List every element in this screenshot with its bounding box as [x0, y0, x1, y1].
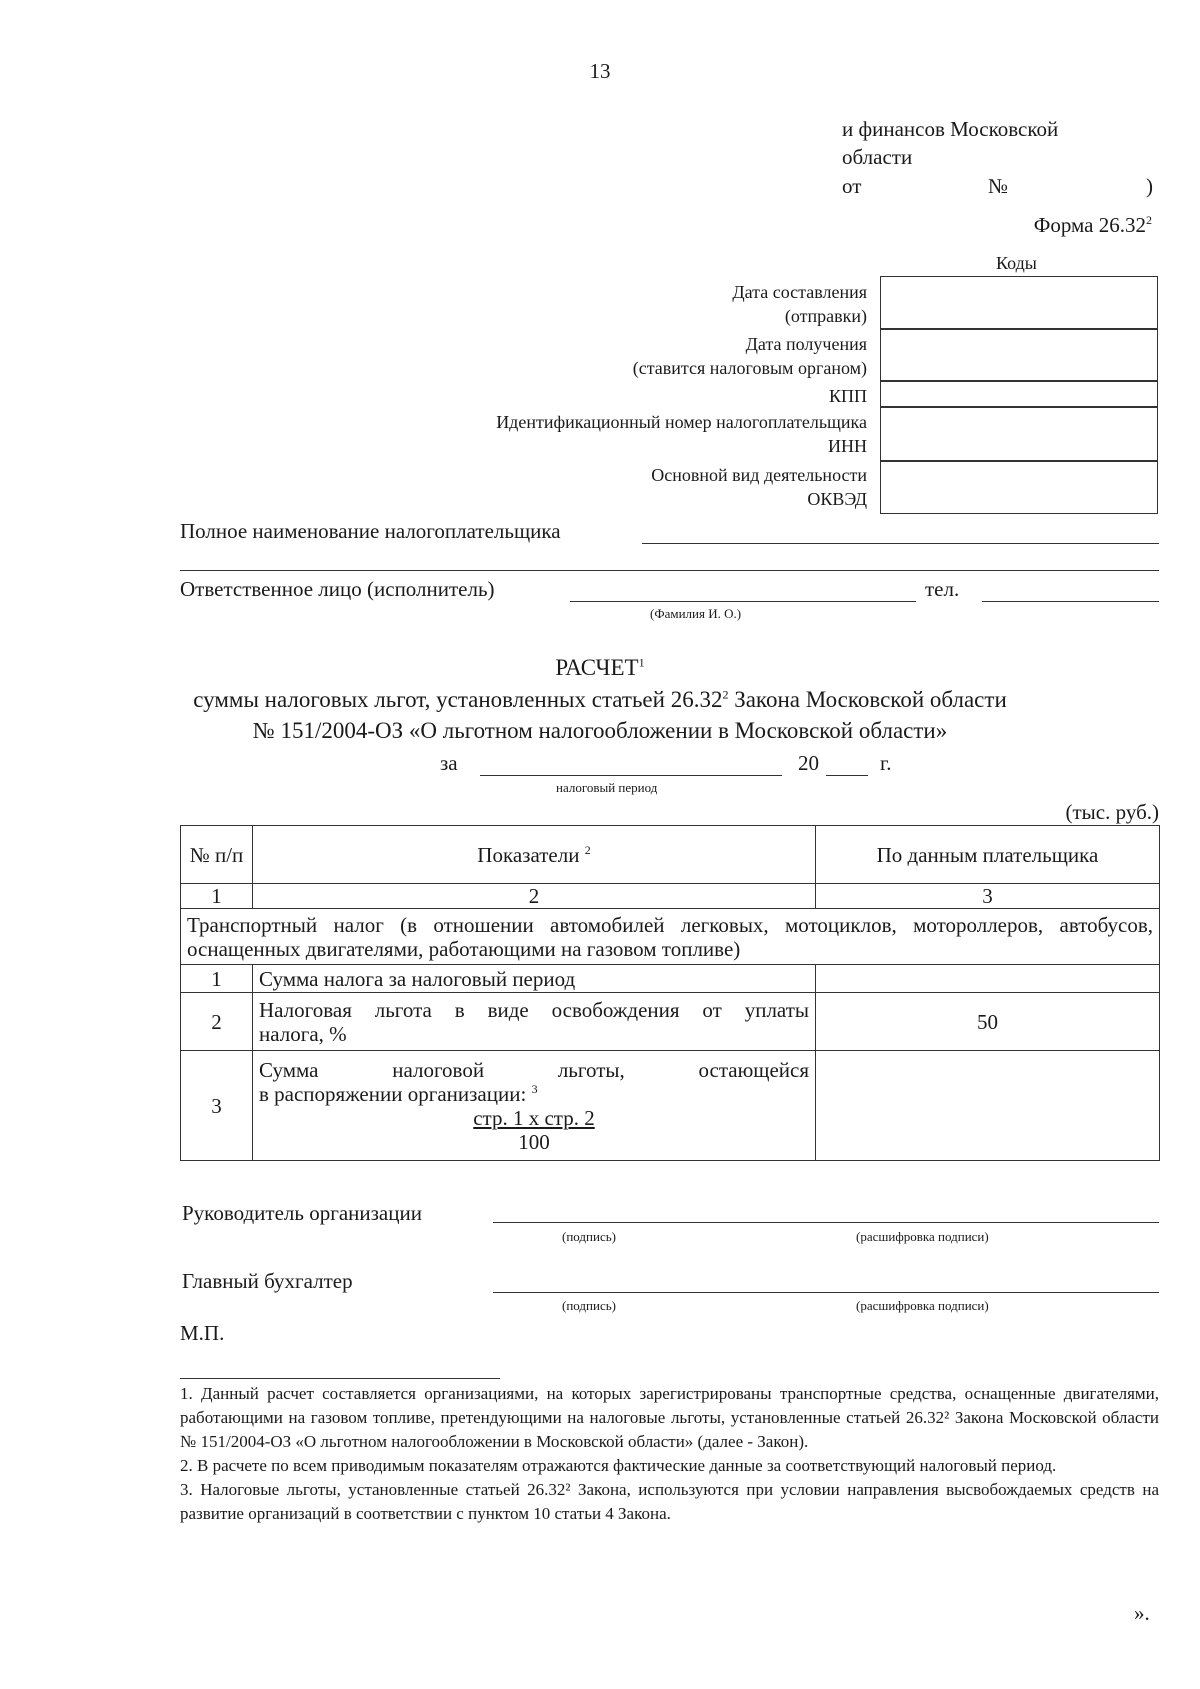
period-line[interactable] — [480, 775, 782, 776]
label-okved: Основной вид деятельности ОКВЭД — [651, 465, 867, 509]
phone-line[interactable] — [982, 601, 1159, 602]
date-compile-code-field[interactable] — [880, 276, 1158, 330]
title-line-2: суммы налоговых льгот, установленных статьей 26.32$^2$ Закона Московской области — [193, 687, 1007, 712]
year-line[interactable] — [826, 775, 868, 776]
table-row — [181, 993, 1160, 1051]
header-line-1: и финансов Московской — [842, 117, 1059, 141]
col-number-1: 1 — [181, 884, 253, 909]
responsible-name-line[interactable] — [570, 601, 916, 602]
header-close-paren: ) — [1146, 174, 1153, 198]
footnotes — [180, 1382, 1159, 1526]
formula-numerator: стр. 1 х стр. 2 — [473, 1105, 595, 1130]
col-number-3: 3 — [816, 884, 1160, 909]
units-label: (тыс. руб.) — [1065, 800, 1159, 824]
period-hint: налоговый период — [556, 780, 658, 795]
document-title: РАСЧЕТ$^1$ — [555, 655, 645, 680]
head-sign-hint: (подпись) — [562, 1229, 616, 1244]
accountant-signature-label: Главный бухгалтер — [182, 1269, 353, 1293]
header-payer-data: По данным плательщика — [816, 826, 1160, 884]
row-2-value[interactable]: 50 — [816, 993, 1160, 1051]
accountant-signature-line[interactable] — [493, 1292, 1159, 1293]
accountant-decode-hint: (расшифровка подписи) — [856, 1298, 989, 1313]
table-header-row — [181, 826, 1160, 884]
period-for-label: за — [440, 751, 458, 775]
section-transport-tax: Транспортный налог (в отношении автомобилей легковых, мотоциклов, мотороллеров, автобусов, оснащенных двигателями, работающими на газовом топливе) — [181, 909, 1160, 965]
head-signature-label: Руководитель организации — [182, 1201, 422, 1225]
head-signature-line[interactable] — [493, 1222, 1159, 1223]
row-2-label: Налоговая льгота в виде освобождения от уплаты налога, % — [253, 993, 816, 1051]
date-receive-code-field[interactable] — [880, 328, 1158, 382]
head-decode-hint: (расшифровка подписи) — [856, 1229, 989, 1244]
label-inn: Идентификационный номер налогоплательщика ИНН — [496, 412, 867, 456]
label-kpp: КПП — [828, 386, 867, 406]
row-1-value[interactable] — [816, 965, 1160, 993]
title-line-3: № 151/2004-ОЗ «О льготном налогообложении в Московской области» — [252, 718, 948, 743]
form-label: Форма 26.32$^2$ — [1033, 213, 1152, 237]
row-3-label: Сумма налоговой льготы, остающейся в распоряжении организации: $^3$ стр. 1 х стр. 2 100 — [253, 1051, 816, 1161]
taxpayer-name-label: Полное наименование налогоплательщика — [180, 519, 561, 543]
page-number: 13 — [589, 59, 611, 83]
row-3-value[interactable] — [816, 1051, 1160, 1161]
taxpayer-name-line[interactable] — [642, 543, 1159, 544]
table-row — [181, 965, 1160, 993]
header-indicators: Показатели $^2$ — [253, 826, 816, 884]
footnote-1: 1. Данный расчет составляется организациями, на которых зарегистрированы транспортные средства, оснащенные двигателями, работающими на газовом топливе, претендующими на налоговые льготы, установленные статьей 26.32² Закона Московской области № 151/2004-ОЗ «О льготном налогообложении в Московской области» (далее - Закон). — [180, 1384, 1159, 1451]
accountant-sign-hint: (подпись) — [562, 1298, 616, 1313]
label-date-compile: Дата составления (отправки) — [732, 282, 867, 326]
row-2-number: 2 — [181, 993, 253, 1051]
okved-code-field[interactable] — [880, 460, 1158, 514]
header-number-label: № — [988, 174, 1009, 198]
period-g-label: г. — [880, 751, 892, 775]
calculation-table — [180, 825, 1160, 1161]
header-line-2: области — [842, 145, 913, 169]
row-1-number: 1 — [181, 965, 253, 993]
kpp-code-field[interactable] — [880, 380, 1158, 408]
formula-denominator: 100 — [518, 1129, 550, 1154]
taxpayer-name-line-2[interactable] — [180, 570, 1159, 571]
footnote-2: 2. В расчете по всем приводимым показателям отражаются фактические данные за соответствующий налоговый период. — [180, 1456, 1057, 1475]
fio-hint: (Фамилия И. О.) — [650, 606, 742, 621]
table-numbering-row — [181, 884, 1160, 909]
stamp-label: М.П. — [180, 1321, 225, 1345]
table-section-row — [181, 909, 1160, 965]
codes-title: Коды — [996, 253, 1037, 273]
header-num: № п/п — [181, 826, 253, 884]
inn-code-field[interactable] — [880, 406, 1158, 462]
table-row — [181, 1051, 1160, 1161]
responsible-label: Ответственное лицо (исполнитель) — [180, 577, 495, 601]
label-date-receive: Дата получения (ставится налоговым органом) — [632, 334, 867, 378]
col-number-2: 2 — [253, 884, 816, 909]
header-from-label: от — [842, 174, 862, 198]
closing-quote: ». — [1134, 1601, 1150, 1625]
row-1-label: Сумма налога за налоговый период — [253, 965, 816, 993]
period-year-label: 20 — [798, 751, 819, 775]
footnote-3: 3. Налоговые льготы, установленные статьей 26.32² Закона, используются при условии направления высвобождаемых средств на развитие организаций в соответствии с пунктом 10 статьи 4 Закона. — [180, 1480, 1159, 1523]
footnote-separator — [180, 1378, 500, 1379]
phone-label: тел. — [925, 577, 960, 601]
row-3-number: 3 — [181, 1051, 253, 1161]
